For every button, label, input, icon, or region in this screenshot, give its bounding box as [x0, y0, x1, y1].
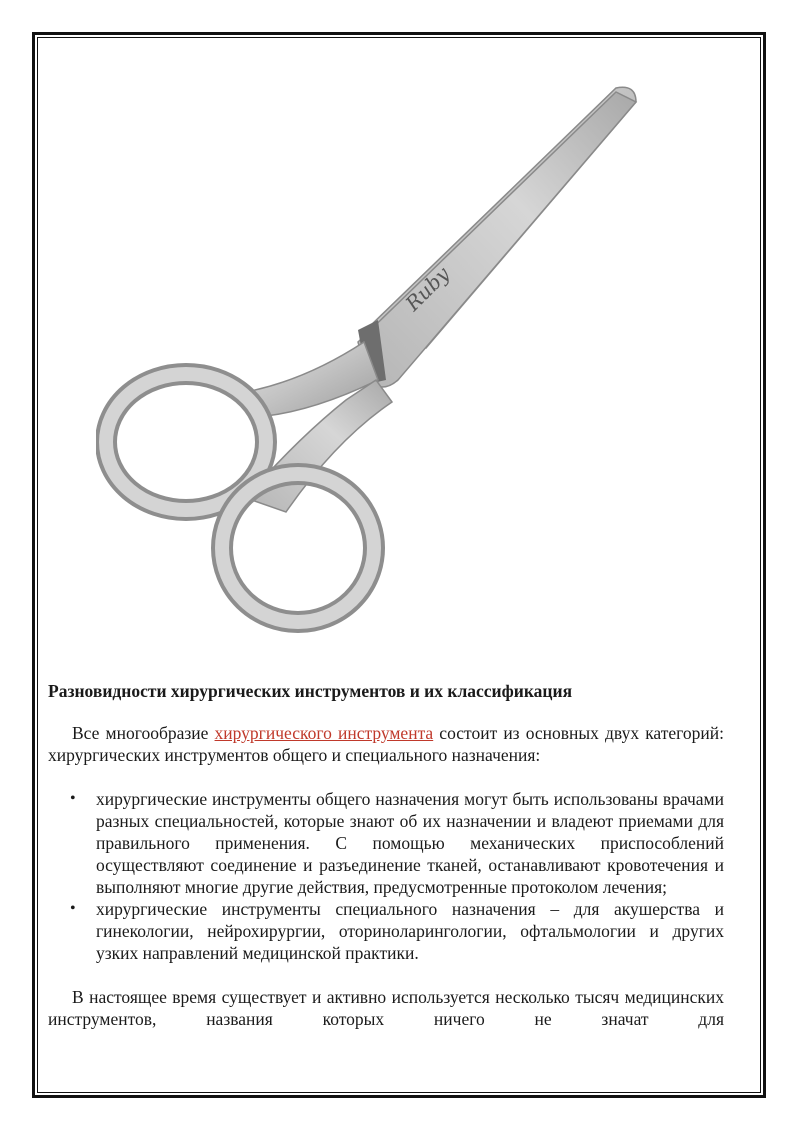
engraving-logo: Ruby: [400, 261, 455, 316]
list-item-text: хирургические инструменты общего назначения могут быть использованы врачами разных специальностей, которые знают об их назначении и владеют приемами для правильного применения. С помощью механических приспособлений осуществляют соединение и разъединение тканей, останавливают кровотечения и выполняют многие другие действия, предусмотренные протоколом лечения;: [96, 789, 724, 897]
surgical-scissors-icon: [96, 80, 656, 640]
closing-paragraph: В настоящее время существует и активно используется несколько тысяч медицинских инструментов, названия которых ничего не значат для: [48, 987, 724, 1029]
list-item: [48, 788, 724, 898]
list-item: [48, 898, 724, 964]
article-body: [48, 680, 724, 1052]
intro-text-after: состоит из основных двух категорий: хирургических инструментов общего и специального назначения:: [48, 723, 724, 765]
bullet-marker: •: [70, 900, 76, 917]
category-list: [48, 788, 724, 964]
intro-paragraph: [48, 722, 724, 766]
intro-text-before: Все многообразие: [72, 723, 215, 743]
list-item-text: хирургические инструменты специального назначения – для акушерства и гинекологии, нейрохирургии, оториноларингологии, офтальмологии и других узких направлений медицинской практики.: [96, 899, 724, 963]
bullet-marker: •: [70, 790, 76, 807]
section-heading: Разновидности хирургических инструментов и их классификация: [48, 681, 573, 701]
instrument-link[interactable]: хирургического инструмента: [214, 723, 434, 743]
scissors-figure: [96, 80, 656, 640]
